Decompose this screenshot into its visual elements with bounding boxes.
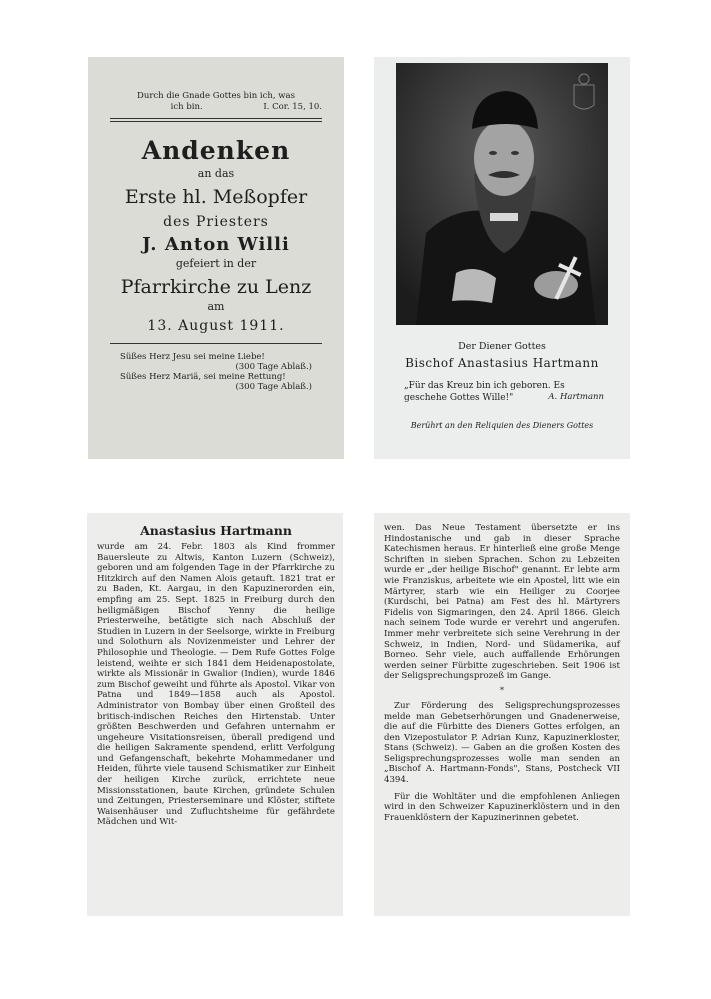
biography-heading: Anastasius Hartmann [140, 523, 292, 538]
gefeiert-text: gefeiert in der [175, 257, 257, 270]
quote-signature: A. Hartmann [548, 392, 604, 402]
verse-text-2: ich bin. [170, 102, 203, 112]
biography-continued-card [374, 513, 630, 916]
prayer-maria-ablass: (300 Tage Ablaß.) [235, 382, 312, 392]
memorial-card-front [88, 57, 344, 459]
portrait-card [374, 57, 630, 459]
erste-messopfer-text: Erste hl. Meßopfer [124, 186, 308, 208]
servant-of-god-label: Der Diener Gottes [458, 341, 546, 352]
prayer-jesus-ablass: (300 Tage Ablaß.) [235, 362, 312, 372]
beatification-info: Zur Förderung des Seligsprechungsprozesses melde man Gebetserhörungen und Gnadenerweise, die auf die Fürbitte des Dieners Gottes erfolgen, an den Vizepostulator P. Adrian Kunz, Kapuzinerkloster, Stans (Schweiz). — Gaben an die großen Kosten des Seligsprechungsprozesses wolle man senden an „Bischof A. Hartmann-Fonds", Stans, Postcheck VII 4394. [384, 700, 620, 786]
biography-card [87, 513, 343, 916]
relic-note: Berührt an den Reliquien des Dieners Gottes [410, 421, 594, 430]
verse-reference: I. Cor. 15, 10. [263, 102, 322, 112]
des-priesters-text: des Priesters [163, 214, 269, 230]
an-das-text: an das [197, 167, 235, 180]
prayer-maria: Süßes Herz Mariä, sei meine Rettung! [120, 372, 286, 382]
am-text: am [207, 300, 225, 313]
verse-text: Durch die Gnade Gottes bin ich, was [137, 91, 295, 101]
divider [110, 118, 322, 119]
priest-name: J. Anton Willi [142, 234, 290, 255]
biography-continued-text: wen. Das Neue Testament übersetzte er ins Hindostanische und gab in dieser Sprache Katechismen heraus. Er hinterließ eine große Menge Schriften in sieben Sprachen. Schon zu Lebzeiten wurde er „der heilige Bischof" genannt. Er lebte arm wie Franziskus, arbeitete wie ein Apostel, litt wie ein Märtyrer, starb wie ein Heiliger zu Coorjee (Kurdschi, bei Patna) am Fest des hl. Märtyrers Fidelis von Sigmaringen, den 24. April 1866. Gleich nach seinem Tode wurde er verehrt und angerufen. Immer mehr verbreitete sich seine Verehrung in der Schweiz, in Indien, Nord- und Südamerika, auf Borneo. Sehr viele, auch auffallende Erhörungen werden seiner Fürbitte zugeschrieben. Seit 1906 ist der Seligsprechungsprozeß im Gange. [384, 523, 620, 682]
mass-date: 13. August 1911. [147, 318, 285, 334]
bishop-name: Bischof Anastasius Hartmann [405, 356, 599, 370]
divider [110, 121, 322, 122]
separator-star: * [500, 685, 504, 695]
prayer-block [120, 352, 312, 392]
biography-text: wurde am 24. Febr. 1803 als Kind frommer Bauersleute zu Altwis, Kanton Luzern (Schweiz), geboren und am folgenden Tage in der Pfarrkirche zu Hitzkirch auf den Namen Alois getauft. 1821 trat er zu Baden, Kt. Aargau, in den Kapuzinerorden ein, empfing am 25. Sept. 1825 in Freiburg durch den heiligmäßigen Bischof Yenny die heilige Priesterweihe, betätigte sich nach Abschluß der Studien in Luzern in der Seelsorge, wirkte in Freiburg und Solothurn als Novizenmeister und Lehrer der Philosophie und Theologie. — Dem Rufe Gottes Folge leistend, weihte er sich 1841 dem Heidenapostolate, wirkte als Missionär in Gwalior (Indien), wurde 1846 zum Bischof geweiht und führte als Apostol. Vikar von Patna und 1849—1858 auch als Apostol. Administrator von Bombay über einen Großteil des britisch-indischen Reiches den Hirtenstab. Unter größten Beschwerden und Gefahren unternahm er ungeheure Visitationsreisen, überall predigend und die heiligen Sakramente spendend, erlitt Verfolgung und Gefangenschaft, bekehrte Mohammedaner und Heiden, führte viele tausend Schismatiker zur Einheit der heiligen Kirche zurück, errichtete neue Missionsstationen, baute Kirchen, gründete Schulen und Zeitungen, Priesterseminare und Klöster, stiftete Waisenhäuser und Zufluchtsheime für gefährdete Mädchen und Wit- [97, 542, 335, 828]
divider [110, 343, 322, 344]
bible-verse [110, 91, 322, 113]
card-title: Andenken [141, 136, 291, 165]
bishop-quote: „Für das Kreuz bin ich geboren. Es geschehe Gottes Wille!" [404, 381, 565, 403]
church-name: Pfarrkirche zu Lenz [120, 276, 312, 298]
bishop-portrait-photo [396, 63, 608, 325]
benefactors-note: Für die Wohltäter und die empfohlenen Anliegen wird in den Schweizer Kapuzinerklöstern und in den Frauenklöstern der Kapuzinerinnen gebetet. [384, 791, 620, 823]
prayer-jesus: Süßes Herz Jesu sei meine Liebe! [120, 352, 265, 362]
